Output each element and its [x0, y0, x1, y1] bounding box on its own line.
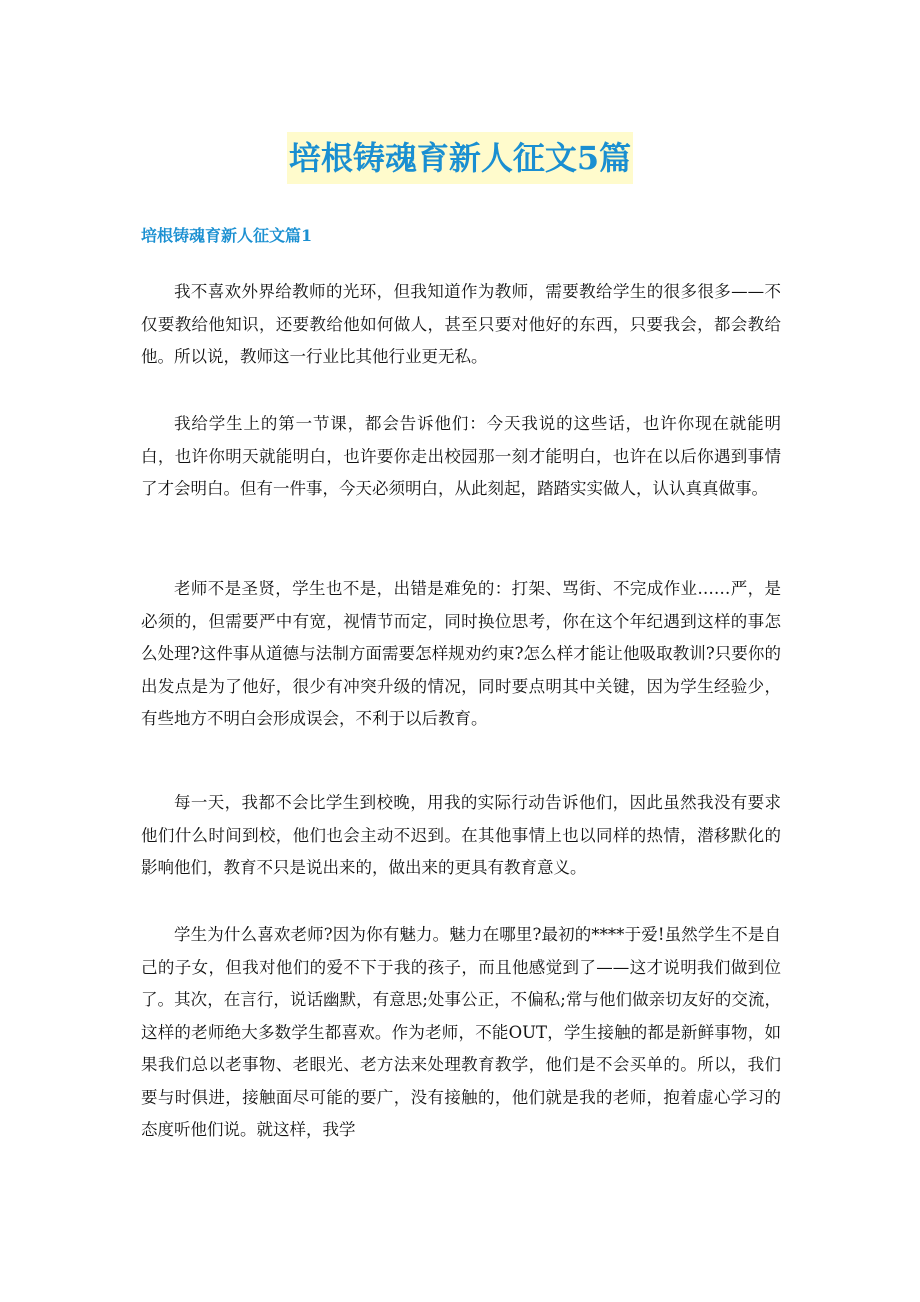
section-heading: 培根铸魂育新人征文篇1	[141, 226, 313, 245]
paragraph-2: 我给学生上的第一节课，都会告诉他们：今天我说的这些话，也许你现在就能明白，也许你明天就能明白，也许要你走出校园那一刻才能明白，也许在以后你遇到事情了才会明白。但有一件事，今天必须明白，从此刻起，踏踏实实做人，认认真真做事。	[141, 414, 781, 498]
paragraph-3: 老师不是圣贤，学生也不是，出错是难免的：打架、骂街、不完成作业……严，是必须的，但需要严中有宽，视情节而定，同时换位思考，你在这个年纪遇到这样的事怎么处理?这件事从道德与法制方面需要怎样规劝约束?怎么样才能让他吸取教训?只要你的出发点是为了他好，很少有冲突升级的情况，同时要点明其中关键，因为学生经验少，有些地方不明白会形成误会，不利于以后教育。	[141, 579, 781, 728]
document-title: 培根铸魂育新人征文5篇	[287, 132, 633, 184]
paragraph-1: 我不喜欢外界给教师的光环，但我知道作为教师，需要教给学生的很多很多——不仅要教给他知识，还要教给他如何做人，甚至只要对他好的东西，只要我会，都会教给他。所以说，教师这一行业比其他行业更无私。	[141, 282, 781, 366]
paragraph-5: 学生为什么喜欢老师?因为你有魅力。魅力在哪里?最初的****于爱!虽然学生不是自己的子女，但我对他们的爱不下于我的孩子，而且他感觉到了——这才说明我们做到位了。其次，在言行，说话幽默，有意思;处事公正，不偏私;常与他们做亲切友好的交流，这样的老师绝大多数学生都喜欢。作为老师，不能OUT，学生接触的都是新鲜事物，如果我们总以老事物、老眼光、老方法来处理教育教学，他们是不会买单的。所以，我们要与时俱进，接触面尽可能的要广，没有接触的，他们就是我的老师，抱着虚心学习的态度听他们说。就这样，我学	[141, 925, 781, 1139]
paragraph-4: 每一天，我都不会比学生到校晚，用我的实际行动告诉他们，因此虽然我没有要求他们什么时间到校，他们也会主动不迟到。在其他事情上也以同样的热情，潜移默化的影响他们，教育不只是说出来的，做出来的更具有教育意义。	[141, 793, 781, 877]
title-container	[0, 132, 920, 184]
